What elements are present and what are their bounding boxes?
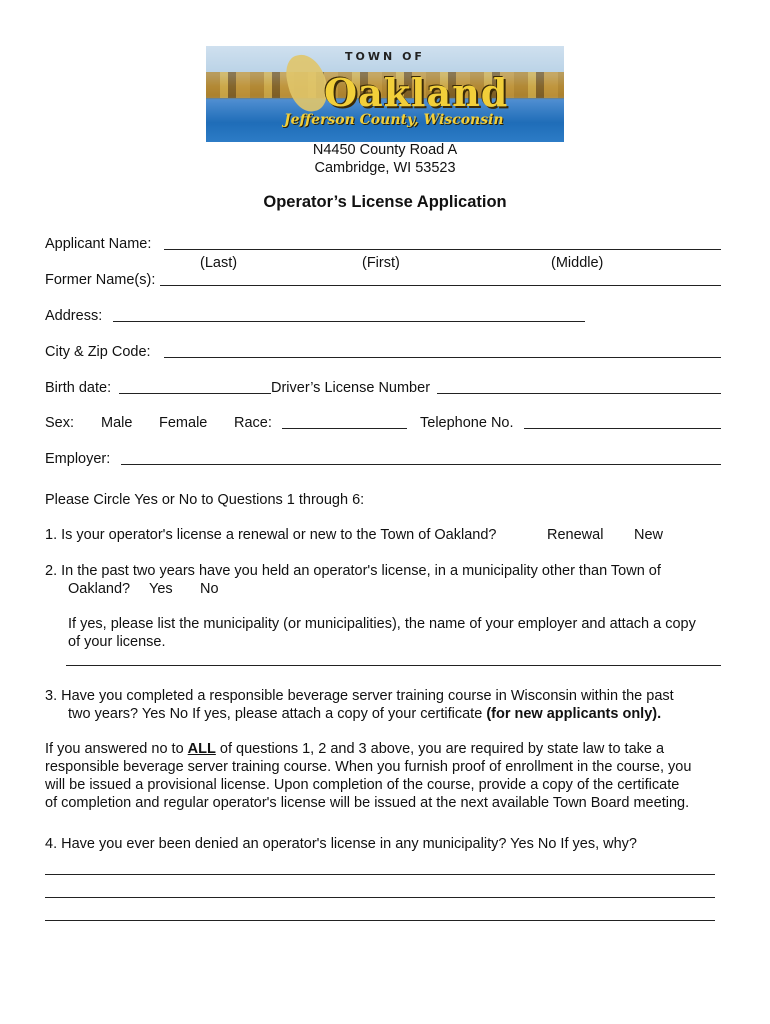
first-name-caption: (First) (362, 255, 400, 271)
q3-yes-no-text: two years? Yes No If yes, please attach a copy of your certificate (68, 706, 487, 722)
q1-option-new[interactable]: New (634, 527, 664, 543)
page-title: Operator’s License Application (263, 193, 507, 211)
town-logo (206, 46, 564, 142)
logo-town-of: TOWN OF (345, 50, 425, 63)
q4-answer-line-3[interactable] (45, 920, 715, 921)
former-names-field[interactable] (160, 285, 721, 286)
instructions-text: Please Circle Yes or No to Questions 1 through 6: (45, 492, 365, 508)
q2-followup-text: If yes, please list the municipality (or municipalities), the name of your employer and attach a copy (68, 616, 696, 632)
notice-pre: If you answered no to (45, 741, 188, 757)
former-names-label: Former Name(s): (45, 272, 156, 288)
notice-line-4: of completion and regular operator's license will be issued at the next available Town Board meeting. (45, 795, 690, 811)
employer-label: Employer: (45, 451, 111, 467)
address-street: N4450 County Road A (312, 142, 458, 158)
q2-answer-line[interactable] (66, 665, 721, 666)
notice-line-3: will be issued a provisional license. Upon completion of the course, provide a copy of the certificate (45, 777, 680, 793)
middle-name-caption: (Middle) (551, 255, 604, 271)
q1-option-renewal[interactable]: Renewal (547, 527, 604, 543)
address-label: Address: (45, 308, 103, 324)
question-3-text-cont (68, 706, 661, 722)
city-zip-field[interactable] (164, 357, 721, 358)
sex-option-male[interactable]: Male (101, 415, 133, 431)
applicant-name-label: Applicant Name: (45, 236, 152, 252)
notice-all: ALL (187, 741, 216, 757)
q4-answer-line-2[interactable] (45, 897, 715, 898)
question-3-text: 3. Have you completed a responsible beverage server training course in Wisconsin within the past (45, 688, 674, 704)
question-1-text: 1. Is your operator's license a renewal or new to the Town of Oakland? (45, 527, 497, 543)
sex-option-female[interactable]: Female (159, 415, 208, 431)
applicant-name-field[interactable] (164, 249, 721, 250)
logo-county: Jefferson County, Wisconsin (284, 112, 504, 128)
notice-post: of questions 1, 2 and 3 above, you are required by state law to take a (215, 741, 665, 757)
city-zip-label: City & Zip Code: (45, 344, 151, 360)
question-2-text: 2. In the past two years have you held an operator's license, in a municipality other than Town of (45, 563, 661, 579)
q3-new-applicants-note: (for new applicants only). (486, 706, 662, 722)
notice-line-2: responsible beverage server training course. When you furnish proof of enrollment in the course, you (45, 759, 692, 775)
employer-field[interactable] (121, 464, 721, 465)
address-field[interactable] (113, 321, 585, 322)
logo-town-name: Oakland (324, 70, 509, 115)
drivers-license-label: Driver’s License Number (271, 380, 431, 396)
address-city: Cambridge, WI 53523 (314, 160, 456, 176)
drivers-license-field[interactable] (437, 393, 721, 394)
question-2-text-cont: Oakland? (68, 581, 131, 597)
telephone-field[interactable] (524, 428, 721, 429)
birth-date-label: Birth date: (45, 380, 112, 396)
race-field[interactable] (282, 428, 407, 429)
q2-followup-text-cont: of your license. (68, 634, 166, 650)
birth-date-field[interactable] (119, 393, 271, 394)
race-label: Race: (234, 415, 272, 431)
q2-option-no[interactable]: No (200, 581, 219, 597)
q2-option-yes[interactable]: Yes (149, 581, 173, 597)
q4-answer-line-1[interactable] (45, 874, 715, 875)
notice-line-1 (45, 741, 664, 757)
telephone-label: Telephone No. (420, 415, 514, 431)
sex-label: Sex: (45, 415, 75, 431)
question-4-text: 4. Have you ever been denied an operator's license in any municipality? Yes No If yes, why? (45, 836, 637, 852)
last-name-caption: (Last) (200, 255, 238, 271)
